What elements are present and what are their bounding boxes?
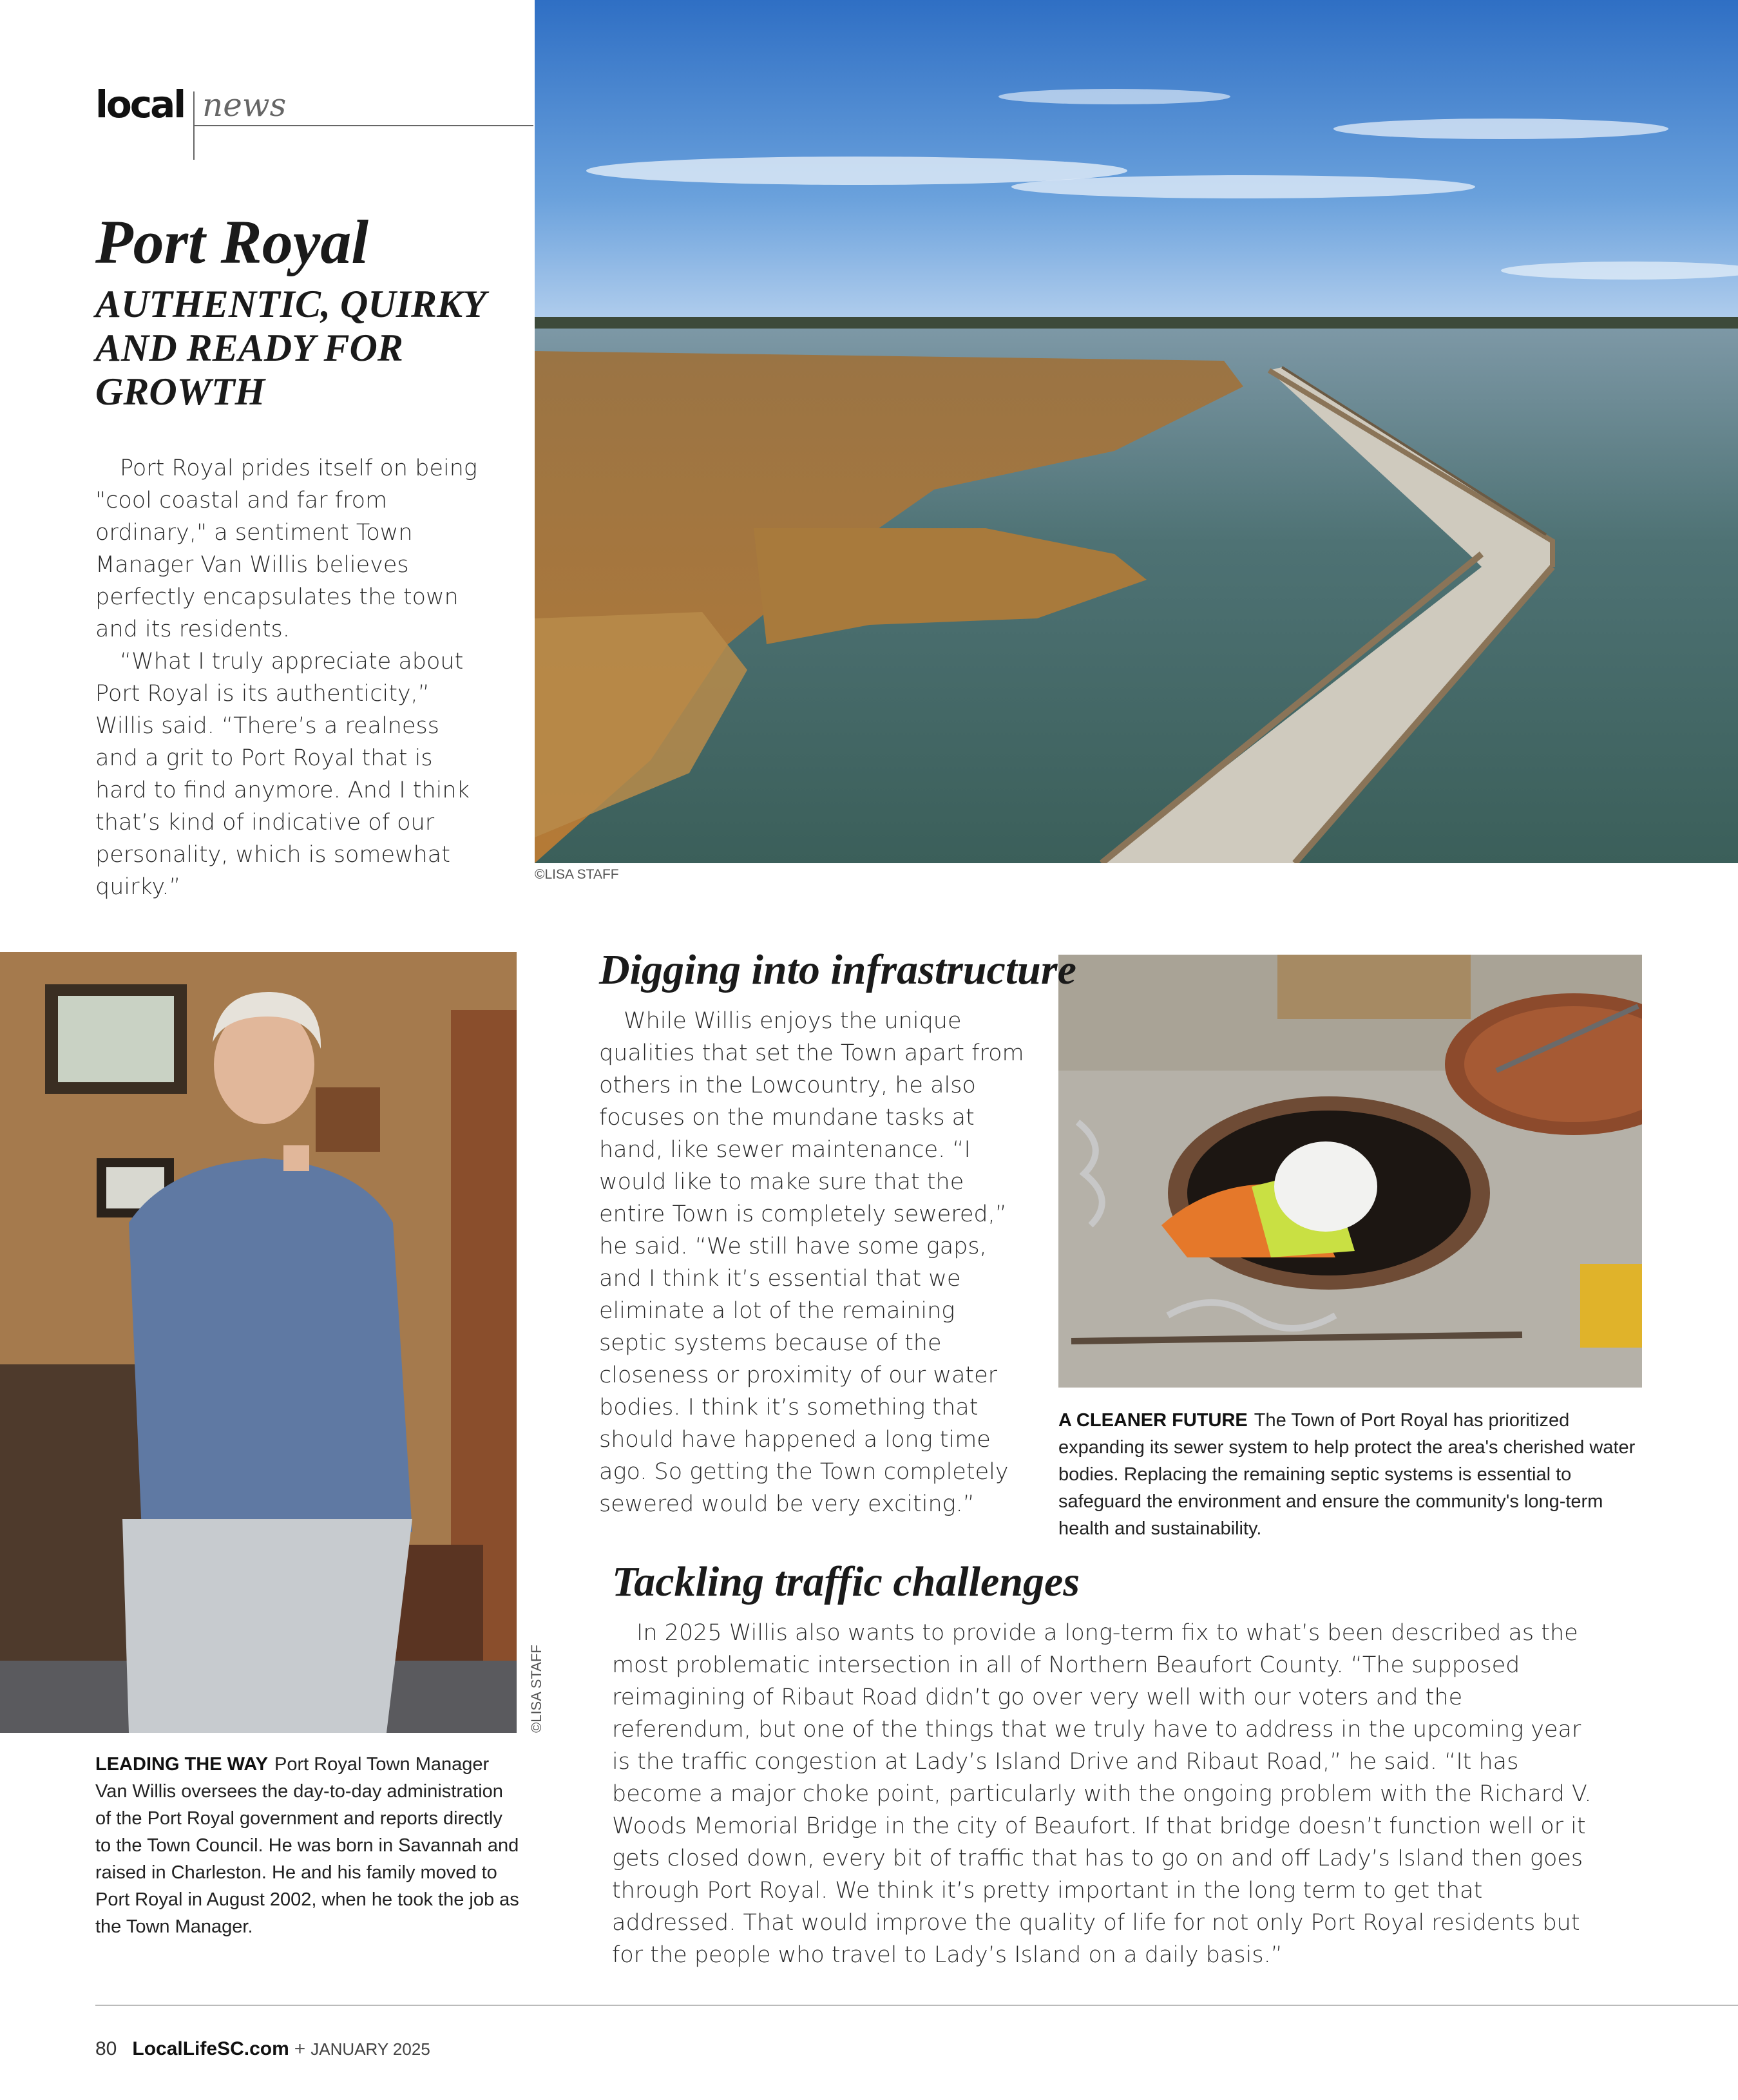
intro-paragraph: “What I truly appreciate about Port Royal is its authenticity,” Willis said. “There’s a realness and a grit to Port Royal that is hard to find anymore. And I think that’s kind of indicative of our personality, which is somewhat quirky.”: [95, 649, 470, 900]
section-label-news: news: [202, 86, 287, 124]
infrastructure-text: [599, 1005, 1024, 1520]
caption-manhole: [1058, 1407, 1642, 1542]
portrait-illustration: [0, 952, 517, 1733]
footer-divider: [95, 2005, 1738, 2006]
footer-site-link[interactable]: LocalLifeSC.com: [132, 2038, 289, 2059]
intro-paragraph: Port Royal prides itself on being "cool coastal and far from ordinary," a sentiment Town Manager Van Willis believes perfectly encapsulates the town and its residents.: [95, 455, 477, 642]
infrastructure-paragraph: While Willis enjoys the unique qualities that set the Town apart from others in the Lowcountry, he also focuses on the mundane tasks at hand, like sewer maintenance. “I would like to make sure that the entire Town is completely sewered,” he said. “We still have some gaps, and I think it’s essential that we eliminate a lot of the remaining septic systems because of the closeness or proximity of our water bodies. I think it’s something that should have happened a long time ago. So getting the Town completely sewered would be very exciting.”: [599, 1008, 1024, 1517]
section-divider-horizontal: [193, 125, 533, 126]
article-subtitle: AUTHENTIC, QUIRKY AND READY FOR GROWTH: [95, 283, 485, 413]
traffic-text: [612, 1617, 1604, 1971]
page-footer: [95, 2038, 430, 2060]
heading-traffic: Tackling traffic challenges: [612, 1558, 1080, 1605]
caption-portrait: [95, 1751, 520, 1940]
portrait-photo-van-willis: [0, 952, 517, 1733]
caption-manhole-text: The Town of Port Royal has prioritized expanding its sewer system to help protect the area's cherished water bodies. Replacing the remaining septic systems is essential to safeguard the environment and ensure the community's long-term health and sustainability.: [1058, 1410, 1636, 1539]
intro-text: [95, 452, 488, 903]
boardwalk-illustration: [535, 0, 1738, 863]
caption-portrait-text: Port Royal Town Manager Van Willis oversees the day-to-day administration of the Port Royal government and reports directly to the Town Council. He was born in Savannah and raised in Charleston. He and his family moved to Port Royal in August 2002, when he took the job as the Town Manager.: [95, 1754, 519, 1937]
photo-credit-hero: ©LISA STAFF: [535, 867, 619, 882]
footer-issue-date: JANUARY 2025: [310, 2039, 430, 2059]
article-title: Port Royal: [95, 207, 368, 276]
heading-infrastructure: Digging into infrastructure: [599, 946, 1076, 993]
caption-portrait-lead: LEADING THE WAY: [95, 1754, 269, 1775]
photo-credit-portrait: ©LISA STAFF: [528, 1645, 544, 1733]
manhole-photo-sewer-worker: [1058, 955, 1642, 1388]
hero-photo-boardwalk: [535, 0, 1738, 863]
section-label-local: local: [95, 82, 185, 126]
page-number: 80: [95, 2038, 117, 2059]
traffic-paragraph: In 2025 Willis also wants to provide a long-term fix to what’s been described as the most problematic intersection in all of Northern Beaufort County. “The supposed reimagining of Ribaut Road didn’t go over very well with our voters and the referendum, but one of the things that we truly have to address in the upcoming year is the traffic congestion at Lady’s Island Drive and Ribaut Road,” he said. “It has become a major choke point, particularly with the ongoing problem with the Richard V. Woods Memorial Bridge in the city of Beaufort. If that bridge doesn’t function well or it gets closed down, every bit of traffic that has to go on and off Lady’s Island then goes through Port Royal. We think it’s pretty important in the long term to get that addressed. That would improve the quality of life for not only Port Royal residents but for the people who travel to Lady’s Island on a daily basis.”: [612, 1620, 1592, 1968]
footer-separator: +: [294, 2038, 306, 2059]
manhole-illustration: [1058, 955, 1642, 1388]
section-tag: [95, 82, 533, 160]
caption-manhole-lead: A CLEANER FUTURE: [1058, 1410, 1248, 1431]
